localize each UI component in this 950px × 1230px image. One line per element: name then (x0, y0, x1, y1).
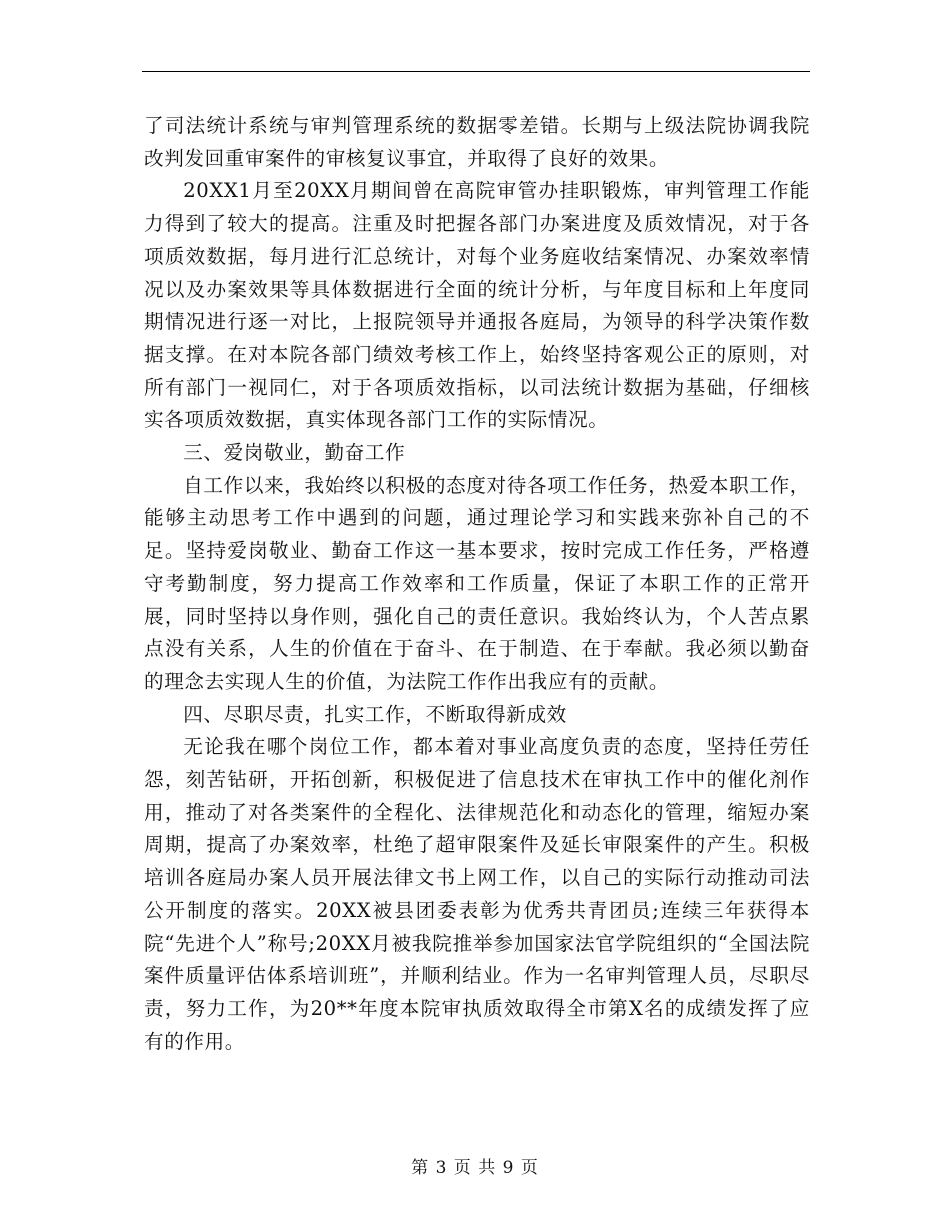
paragraph-body: 无论我在哪个岗位工作，都本着对事业高度负责的态度，坚持任劳任怨，刻苦钻研，开拓创新，积极促进了信息技术在审执工作中的催化剂作用，推动了对各类案件的全程化、法律规范化和动态化的管理，缩短办案周期，提高了办案效率，杜绝了超审限案件及延长审限案件的产生。积极培训各庭局办案人员开展法律文书上网工作，以自己的实际行动推动司法公开制度的落实。20XX被县团委表彰为优秀共青团员;连续三年获得本院“先进个人”称号;20XX月被我院推举参加国家法官学院组织的“全国法院案件质量评估体系培训班”，并顺利结业。作为一名审判管理人员，尽职尽责，努力工作，为20**年度本院审执质效取得全市第X名的成绩发挥了应有的作用。 (144, 735, 810, 1053)
header-rule (142, 71, 810, 72)
document-body (144, 110, 810, 1058)
page-number: 第 3 页 共 9 页 (411, 1158, 539, 1178)
paragraph-continuation: 了司法统计系统与审判管理系统的数据零差错。长期与上级法院协调我院改判发回重审案件的审核复议事宜，并取得了良好的效果。 (144, 114, 810, 170)
paragraph-body: 20XX1月至20XX月期间曾在高院审管办挂职锻炼，审判管理工作能力得到了较大的提高。注重及时把握各部门办案进度及质效情况，对于各项质效数据，每月进行汇总统计，对每个业务庭收结案情况、办案效率情况以及办案效果等具体数据进行全面的统计分析，与年度目标和上年度同期情况进行逐一对比，上报院领导并通报各庭局，为领导的科学决策作数据支撑。在对本院各部门绩效考核工作上，始终坚持客观公正的原则，对所有部门一视同仁，对于各项质效指标，以司法统计数据为基础，仔细核实各项质效数据，真实体现各部门工作的实际情况。 (144, 179, 810, 432)
section-heading: 四、尽职尽责，扎实工作，不断取得新成效 (183, 702, 567, 726)
section-heading: 三、爱岗敬业，勤奋工作 (183, 441, 406, 465)
paragraph-body: 自工作以来，我始终以积极的态度对待各项工作任务，热爱本职工作，能够主动思考工作中遇到的问题，通过理论学习和实践来弥补自己的不足。坚持爱岗敬业、勤奋工作这一基本要求，按时完成工作任务，严格遵守考勤制度，努力提高工作效率和工作质量，保证了本职工作的正常开展，同时坚持以身作则，强化自己的责任意识。我始终认为，个人苦点累点没有关系，人生的价值在于奋斗、在于制造、在于奉献。我必须以勤奋的理念去实现人生的价值，为法院工作作出我应有的贡献。 (144, 473, 810, 693)
